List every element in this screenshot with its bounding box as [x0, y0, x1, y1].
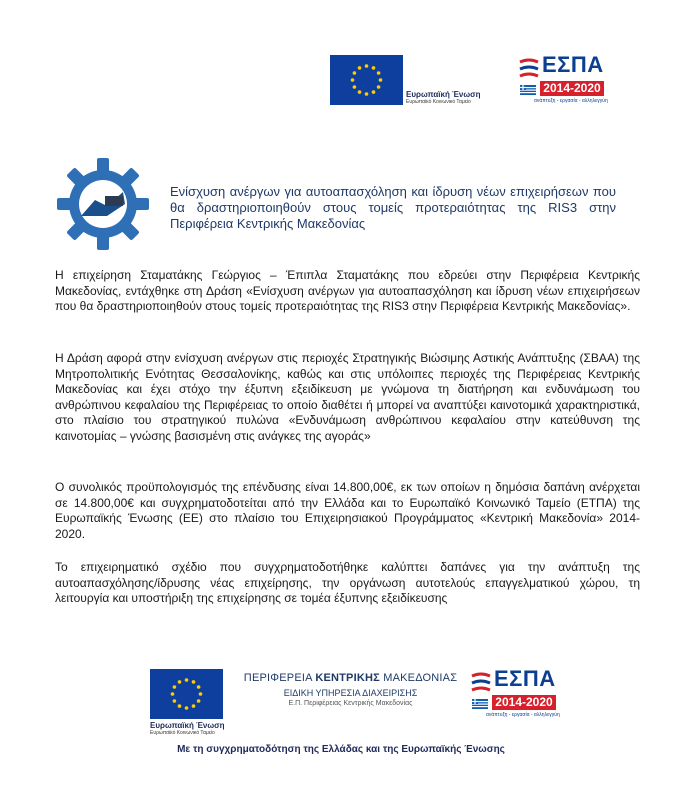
espa-years: 2014-2020: [540, 81, 604, 96]
eu-logo-text-bottom: [150, 721, 260, 736]
paragraph-business-plan: Το επιχειρηματικό σχέδιο που συγχρηματοδοτήθηκε καλύπτει δαπάνες για την ανάπτυξη της αυτοαπασχόλησης/ίδρυσης νέας επιχείρησης, την οργάνωση αυτοτελούς επαγγελματικού χώρου, τη λειτουργία και υποστήριξη της επιχείρησης σε τομέα έξυπνης εξειδίκευσης: [55, 560, 640, 605]
espa-years: 2014-2020: [492, 695, 556, 710]
espa-word: ΕΣΠΑ: [542, 52, 604, 77]
eu-fund-name: Ευρωπαϊκό Κοινωνικό Ταμείο: [150, 730, 215, 736]
espa-wave-icon: [518, 58, 540, 84]
page-title: Ενίσχυση ανέργων για αυτοαπασχόληση και ίδρυση νέων επιχειρήσεων που θα δραστηριοποιηθούν στους τομείς προτεραιότητας της RIS3 στην Περιφέρεια Κεντρικής Μακεδονίας: [170, 184, 616, 231]
region-bold: ΚΕΝΤΡΙΚΗΣ: [315, 672, 380, 684]
paragraph-action: Η Δράση αφορά στην ενίσχυση ανέργων στις περιοχές Στρατηγικής Βιώσιμης Αστικής Ανάπτυξης (ΣΒΑΑ) της Μητροπολιτικής Ενότητας Θεσσαλονίκης, καθώς και στις υπόλοιπες περιοχές της Περιφέρειας Κεντρικής Μακεδονίας και έχει στόχο την έξυπνη εξειδίκευση με γνώμονα τη διατήρηση και ενδυνάμωση του ανθρώπινου κεφαλαίου της Περιφέρειας το οποίο διαθέτει ή μπορεί να αναπτύξει καινοτομικά χαρακτηριστικά, στο πλαίσιο του στρατηγικού πυλώνα «Ενδυνάμωση ανθρώπινου κεφαλαίου στην κατεύθυνση της καινοτομίας – γνώσης βασισμένη στις ανάγκες της αγοράς»: [55, 351, 640, 443]
region-prefix: ΠΕΡΙΦΕΡΕΙΑ: [243, 672, 313, 684]
eu-logo-text-top: [406, 90, 506, 105]
eu-name: Ευρωπαϊκή Ένωση: [406, 90, 481, 99]
eu-flag-top: [330, 55, 403, 105]
espa-tagline: ανάπτυξη - εργασία - αλληλεγγύη: [486, 712, 560, 718]
region-suffix: ΜΑΚΕΔΟΝΙΑΣ: [383, 672, 458, 684]
espa-word: ΕΣΠΑ: [494, 666, 556, 691]
espa-tagline: ανάπτυξη - εργασία - αλληλεγγύη: [534, 98, 608, 104]
espa-logo-top: [518, 52, 606, 107]
region-title: [238, 672, 463, 684]
paragraph-budget: Ο συνολικός προϋπολογισμός της επένδυσης είναι 14.800,00€, εκ των οποίων η δημόσια δαπάνη ανέρχεται σε 14.800,00€ και συγχρηματοδοτείται από την Ελλάδα και το Ευρωπαϊκό Κοινωνικό Ταμείο (ΕΤΠΑ) της Ευρωπαϊκής Ένωσης (ΕΕ) στο πλαίσιο του Επιχειρησιακού Προγράμματος «Κεντρική Μακεδονία» 2014-2020.: [55, 480, 640, 541]
espa-logo-bottom: [470, 666, 558, 722]
espa-wave-icon: [470, 672, 492, 698]
paragraph-intro: Η επιχείρηση Σταματάκης Γεώργιος – Έπιπλα Σταματάκης που εδρεύει στην Περιφέρεια Κεντρικής Μακεδονίας, εντάχθηκε στη Δράση «Ενίσχυση ανέργων για αυτοαπασχόληση και ίδρυση νέων επιχειρήσεων που θα δραστηριοποιηθούν στους τομείς προτεραιότητας της RIS3 στην Περιφέρεια Κεντρικής Μακεδονίας».: [55, 268, 640, 313]
managing-authority: ΕΙΔΙΚΗ ΥΠΗΡΕΣΙΑ ΔΙΑΧΕΙΡΙΣΗΣ: [283, 688, 418, 698]
eu-fund-name: Ευρωπαϊκό Κοινωνικό Ταμείο: [406, 99, 471, 105]
eu-name: Ευρωπαϊκή Ένωση: [150, 721, 225, 730]
eu-stars-icon: [330, 55, 403, 105]
greek-flag-icon: [472, 699, 488, 709]
region-logo: [238, 672, 463, 707]
greek-flag-icon: [520, 85, 536, 95]
gear-icon: [55, 156, 151, 252]
cofunding-statement: Με τη συγχρηματοδότηση της Ελλάδας και της Ευρωπαϊκής Ένωσης: [177, 744, 505, 755]
operational-programme: Ε.Π. Περιφέρειας Κεντρικής Μακεδονίας: [288, 700, 413, 707]
eu-flag-bottom: [150, 669, 223, 719]
eu-stars-icon: [150, 669, 223, 719]
